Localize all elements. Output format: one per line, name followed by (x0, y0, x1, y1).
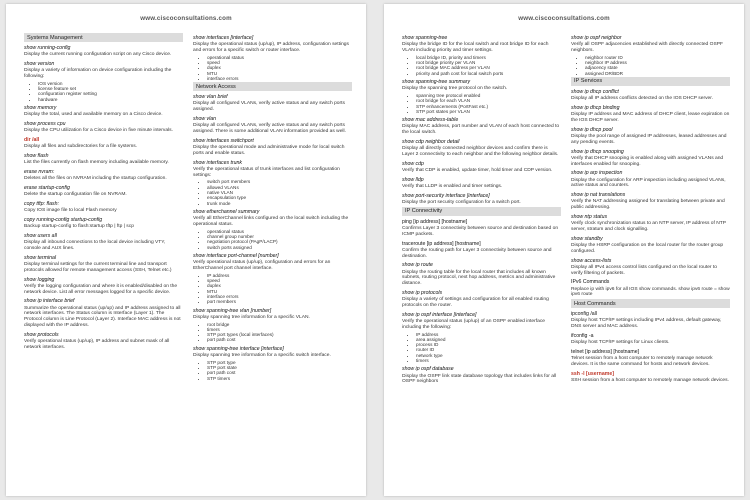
bullet-item: • channel group number (207, 234, 352, 239)
command-description: Replace ip with ipv6 for all IOS show commands. show ipv6 route = show ipv6 route (571, 286, 730, 298)
bullet-item: • IP address (207, 273, 352, 278)
command-name: show lldp (402, 176, 424, 183)
command-name: show ip ospf neighbor (571, 35, 622, 41)
command-description: Backup startup-config to flash:startup tftp | ftp | scp (24, 224, 134, 230)
command-description: Display terminal settings for the current terminal line and transport protocols allowed for remote management access (SSH, Telnet etc.) (24, 261, 172, 273)
bullet-list (207, 229, 352, 250)
bullet-list (207, 360, 352, 381)
command-description: Display the operational mode and administrative mode for local switch ports and enable status. (193, 145, 345, 156)
command-description: Display all IPv4 access control lists configured on the local router to verify filtering of packets. (571, 264, 717, 276)
command-description: Confirm the routing path for Layer 3 connectivity between source and destination. (402, 247, 552, 259)
command-name: show protocols (24, 331, 59, 338)
bullet-item: • duplex (207, 283, 352, 288)
bullet-item: • network type (416, 353, 561, 358)
command-description: Verify operational status (up/up), configuration and errors for an EtherChannel port channel interface. (193, 260, 331, 271)
bullet-item: • speed (207, 278, 352, 283)
command-name: show interface port-channel [number] (193, 252, 279, 259)
bullet-list (38, 81, 183, 102)
command-description: Verify all EtherChannel links configured on the local switch including the operational status. (193, 216, 349, 227)
command-name: IPv6 Commands (571, 279, 610, 286)
command-name: show cdp (402, 160, 424, 167)
command-name: show standby (571, 235, 603, 242)
bullet-list (207, 55, 352, 81)
bullet-list (416, 93, 561, 114)
command-description: Deletes all the files on NVRAM including the startup configuration. (24, 176, 167, 182)
bullet-item: • STP port types (local interfaces) (207, 332, 352, 337)
command-description: Summarize the operational status (up/up) and IP address assigned to all network interfaces. The Status column is Interface (Layer 1). The Protocol column is Line Protocol (Layer 2). Interface MAC address is not displayed with the IP address. (24, 305, 181, 328)
command-name: ssh -l [username] (571, 370, 614, 377)
bullet-list (207, 179, 352, 205)
bullet-item: • assigned DR/BDR (585, 71, 730, 76)
bullet-item: • process ID (416, 342, 561, 347)
bullet-item: • port path cost (207, 370, 352, 375)
command-description: Display the HSRP configuration on the local router for the router group configured. (571, 242, 724, 254)
bullet-list (416, 332, 561, 364)
bullet-item: • router ID (416, 347, 561, 352)
bullet-item: • encapsulation type (207, 195, 352, 200)
command-name: show access-lists (571, 257, 612, 264)
command-name: show ip dhcp conflict (571, 88, 619, 95)
left-column-2 (193, 32, 352, 490)
command-description: Display the configuration for ARP inspection including assigned VLANs, active status and counters. (571, 177, 726, 189)
command-description: Display the pool range of assigned IP addresses, leased addresses and any pending events. (571, 133, 727, 145)
command-name: show flash (24, 152, 49, 159)
bullet-item: • switch ports assigned (207, 245, 352, 250)
command-description: Confirms Layer 3 connectivity between source and destination based on ICMP packets. (402, 225, 559, 237)
bullet-item: • configuration register setting (38, 91, 183, 96)
command-description: Copy IOS image file to local Flash memory (24, 208, 117, 214)
command-description: Display spanning tree information for a specific VLAN. (193, 314, 310, 320)
command-description: Verify the operational status of trunk interfaces and list configuration settings: (193, 166, 340, 178)
bullet-item: • speed (207, 60, 352, 65)
command-name: show interfaces switchport (193, 137, 254, 144)
left-column-1 (24, 32, 183, 490)
bullet-item: • root bridge (207, 322, 352, 327)
command-name: show port-security interface [interface] (402, 192, 490, 199)
bullet-list (585, 55, 730, 76)
command-name: erase nvram: (24, 168, 55, 175)
command-name: show process cpu (24, 120, 66, 127)
command-description: Verify the NAT addressing assigned for translating between private and public addressing. (571, 199, 725, 211)
site-header: www.ciscoconsultations.com (518, 15, 610, 22)
bullet-item: • switch port members (207, 179, 352, 184)
command-name: show vlan brief (193, 94, 228, 101)
command-name: traceroute [ip address] [hostname] (402, 240, 481, 247)
command-description: Verify that CDP is enabled, update timer, hold timer and CDP version. (402, 167, 553, 173)
command-name: show cdp neighbor detail (402, 138, 460, 145)
bullet-item: • spanning tree protocol enabled (416, 93, 561, 98)
bullet-list (416, 55, 561, 76)
bullet-item: • license feature set (38, 86, 183, 91)
command-description: Display the CPU utilization for a Cisco device in five minute intervals. (24, 128, 173, 134)
command-description: Display the bridge ID for the local switch and root bridge ID for each VLAN including priority and timer settings. (402, 42, 549, 53)
command-description: Display the OSPF link state database topology that includes links for all OSPF neighbors (402, 373, 557, 385)
command-name: show ntp status (571, 213, 608, 220)
command-name: show ip dhcp binding (571, 104, 620, 111)
command-name: show ip dhcp snooping (571, 148, 624, 155)
command-name: dir /all (24, 136, 40, 143)
bullet-item: • MTU (207, 289, 352, 294)
command-name: show mac address-table (402, 117, 459, 124)
command-description: Verify clock synchronization status to an NTP server, IP address of NTP server, stratum and clock signalling. (571, 221, 726, 232)
command-description: Verify the logging configuration and where it is enabled/disabled on the network device. List all error messages logged for a specific device. (24, 283, 178, 295)
command-description: SSH session from a host computer to remotely manage network devices. (571, 377, 729, 383)
command-name: show ip arp inspection (571, 170, 623, 177)
command-name: ipconfig /all (571, 311, 597, 318)
command-name: erase startup-config (24, 184, 70, 191)
command-name: show spanning-tree summary (402, 78, 471, 85)
command-description: Display the current running configuration script on any Cisco device. (24, 52, 172, 58)
bullet-item: • negotiation protocol (PAgP/LACP) (207, 239, 352, 244)
command-name: show running-config (24, 45, 71, 51)
document-page-left (6, 4, 366, 496)
bullet-item: • IOS version (38, 81, 183, 86)
bullet-list (207, 322, 352, 343)
command-name: show ip ospf interface [interface] (402, 311, 477, 318)
command-description: Display the spanning tree protocol on the switch. (402, 86, 508, 92)
command-description: Verify operational status (up/up), IP address and subnet mask of all network interfaces. (24, 338, 170, 350)
command-description: Display all files and subdirectories for a file systems. (24, 144, 138, 150)
command-description: Display a variety of information on device configuration including the following: (24, 68, 172, 79)
bullet-item: • root bridge priority per VLAN (416, 60, 561, 65)
command-name: show ip protocols (402, 289, 443, 296)
bullet-item: • STP enhancements (PortFast etc.) (416, 104, 561, 109)
bullet-item: • trunk mode (207, 201, 352, 206)
command-name: show ip interface brief (24, 298, 75, 305)
section-heading: Systems Management (24, 33, 183, 42)
command-name: show logging (24, 276, 55, 283)
bullet-item: • neighbor router ID (585, 55, 730, 60)
bullet-item: • root bridge MAC address per VLAN (416, 65, 561, 70)
command-name: show etherchannel summary (193, 208, 260, 215)
site-header: www.ciscoconsultations.com (140, 15, 232, 22)
bullet-item: • port members (207, 299, 352, 304)
command-description: Display host TCP/IP settings for Linux clients. (571, 340, 670, 346)
bullet-item: • priority and path cost for local switch ports (416, 71, 561, 76)
command-description: Telnet session from a host computer to remotely manage network devices. It is the same command for hosts and network devices. (571, 356, 713, 367)
bullet-item: • timers (416, 358, 561, 363)
section-heading: Network Access (193, 82, 352, 91)
command-name: show version (24, 61, 55, 67)
bullet-item: • interface errors (207, 294, 352, 299)
right-column-1 (402, 32, 561, 490)
bullet-item: • STP port type (207, 360, 352, 365)
command-name: show ip nat translations (571, 192, 626, 199)
command-name: show interfaces trunk (193, 159, 243, 166)
command-name: show ip dhcp pool (571, 126, 613, 133)
command-description: Display all directly connected neighbor devices and confirm there is Layer 2 connectivity to each neighbor and the following neighbor details. (402, 146, 559, 157)
command-name: show spanning-tree vlan [number] (193, 307, 272, 314)
command-name: show ip ospf database (402, 366, 454, 373)
command-name: copy running-config startup-config (24, 216, 103, 223)
bullet-item: • port path cost (207, 337, 352, 342)
bullet-item: • operational status (207, 55, 352, 60)
bullet-item: • native VLAN (207, 190, 352, 195)
command-name: show ip route (402, 262, 433, 269)
right-column-2 (571, 32, 730, 490)
bullet-item: • STP timers (207, 376, 352, 381)
bullet-item: • hardware (38, 97, 183, 102)
command-description: Display MAC address, port number and VLAN of each host connected to the local switch. (402, 124, 560, 136)
command-description: Display the routing table for the local router that includes all known subnets, routing protocol, next hop address, metrics and administrative distance. (402, 269, 556, 287)
command-name: show vlan (193, 116, 217, 123)
bullet-item: • STP port state (207, 365, 352, 370)
bullet-item: • area assigned (416, 337, 561, 342)
bullet-item: • allowed VLANs (207, 185, 352, 190)
bullet-item: • STP port states per VLAN (416, 109, 561, 114)
bullet-item: • interface errors (207, 76, 352, 81)
bullet-item: • local bridge ID, priority and timers (416, 55, 561, 60)
command-description: Display the operational status (up/up), IP address, configuration settings and errors for a specific switch or router interface. (193, 42, 349, 53)
bullet-item: • operational status (207, 229, 352, 234)
command-description: Delete the startup configuration file on NVRAM. (24, 192, 127, 198)
command-description: Display all configured VLANs, verify active status and any switch ports assigned. There is some additional VLAN information provided as well. (193, 123, 346, 135)
command-name: ping [ip address] [hostname] (402, 218, 468, 225)
command-description: Display IP address and MAC address of DHCP client, lease expiration on the IOS DHCP server. (571, 112, 730, 123)
section-heading: Host Commands (571, 299, 730, 308)
command-description: Display all inbound connections to the local device including VTY, console and AUX lines. (24, 240, 166, 251)
section-heading: IP Connectivity (402, 207, 561, 216)
bullet-list (207, 273, 352, 305)
command-name: show spanning-tree interface [interface] (193, 345, 284, 352)
bullet-item: • IP address (416, 332, 561, 337)
section-heading: IP Services (571, 77, 730, 86)
bullet-item: • timers (207, 327, 352, 332)
command-description: Display all IP address conflicts detected on the IOS DHCP server. (571, 96, 713, 102)
bullet-item: • neighbor IP address (585, 60, 730, 65)
bullet-item: • MTU (207, 71, 352, 76)
command-description: Verify that DHCP snooping is enabled along with assigned VLANs and interfaces enabled for snooping. (571, 155, 724, 167)
command-description: Verify all OSPF adjacencies established with directly connected OSPF neighbors. (571, 42, 723, 53)
document-page-right (384, 4, 744, 496)
command-description: Display all configured VLANs, verify active status and any switch ports assigned. (193, 101, 345, 113)
command-description: List the files currently on flash memory including available memory. (24, 160, 169, 166)
bullet-item: • root bridge for each VLAN (416, 98, 561, 103)
command-description: Display the port security configuration for a switch port. (402, 199, 521, 205)
command-name: show users all (24, 232, 57, 239)
command-description: Display the total, used and available memory on a Cisco device. (24, 112, 163, 118)
command-name: ifconfig -a (571, 332, 594, 339)
command-name: show spanning-tree (402, 35, 448, 41)
command-description: Display a variety of settings and configuration for all enabled routing protocols on the router. (402, 297, 549, 308)
bullet-item: • duplex (207, 65, 352, 70)
command-name: telnet [ip address] [hostname] (571, 348, 640, 355)
command-name: show terminal (24, 254, 57, 261)
command-description: Display spanning tree information for a specific switch interface. (193, 352, 331, 358)
command-description: Verify the operational status (up/up) of an OSPF enabled interface including the following: (402, 318, 546, 330)
command-description: Display host TCP/IP settings including IPv4 address, default gateway, DNS server and MAC address. (571, 318, 722, 330)
bullet-item: • adjacency state (585, 65, 730, 70)
command-name: copy tftp: flash: (24, 200, 59, 207)
command-name: show interfaces [interface] (193, 35, 254, 41)
command-name: show memory (24, 104, 57, 111)
command-description: Verify that LLDP is enabled and timer settings. (402, 183, 503, 189)
